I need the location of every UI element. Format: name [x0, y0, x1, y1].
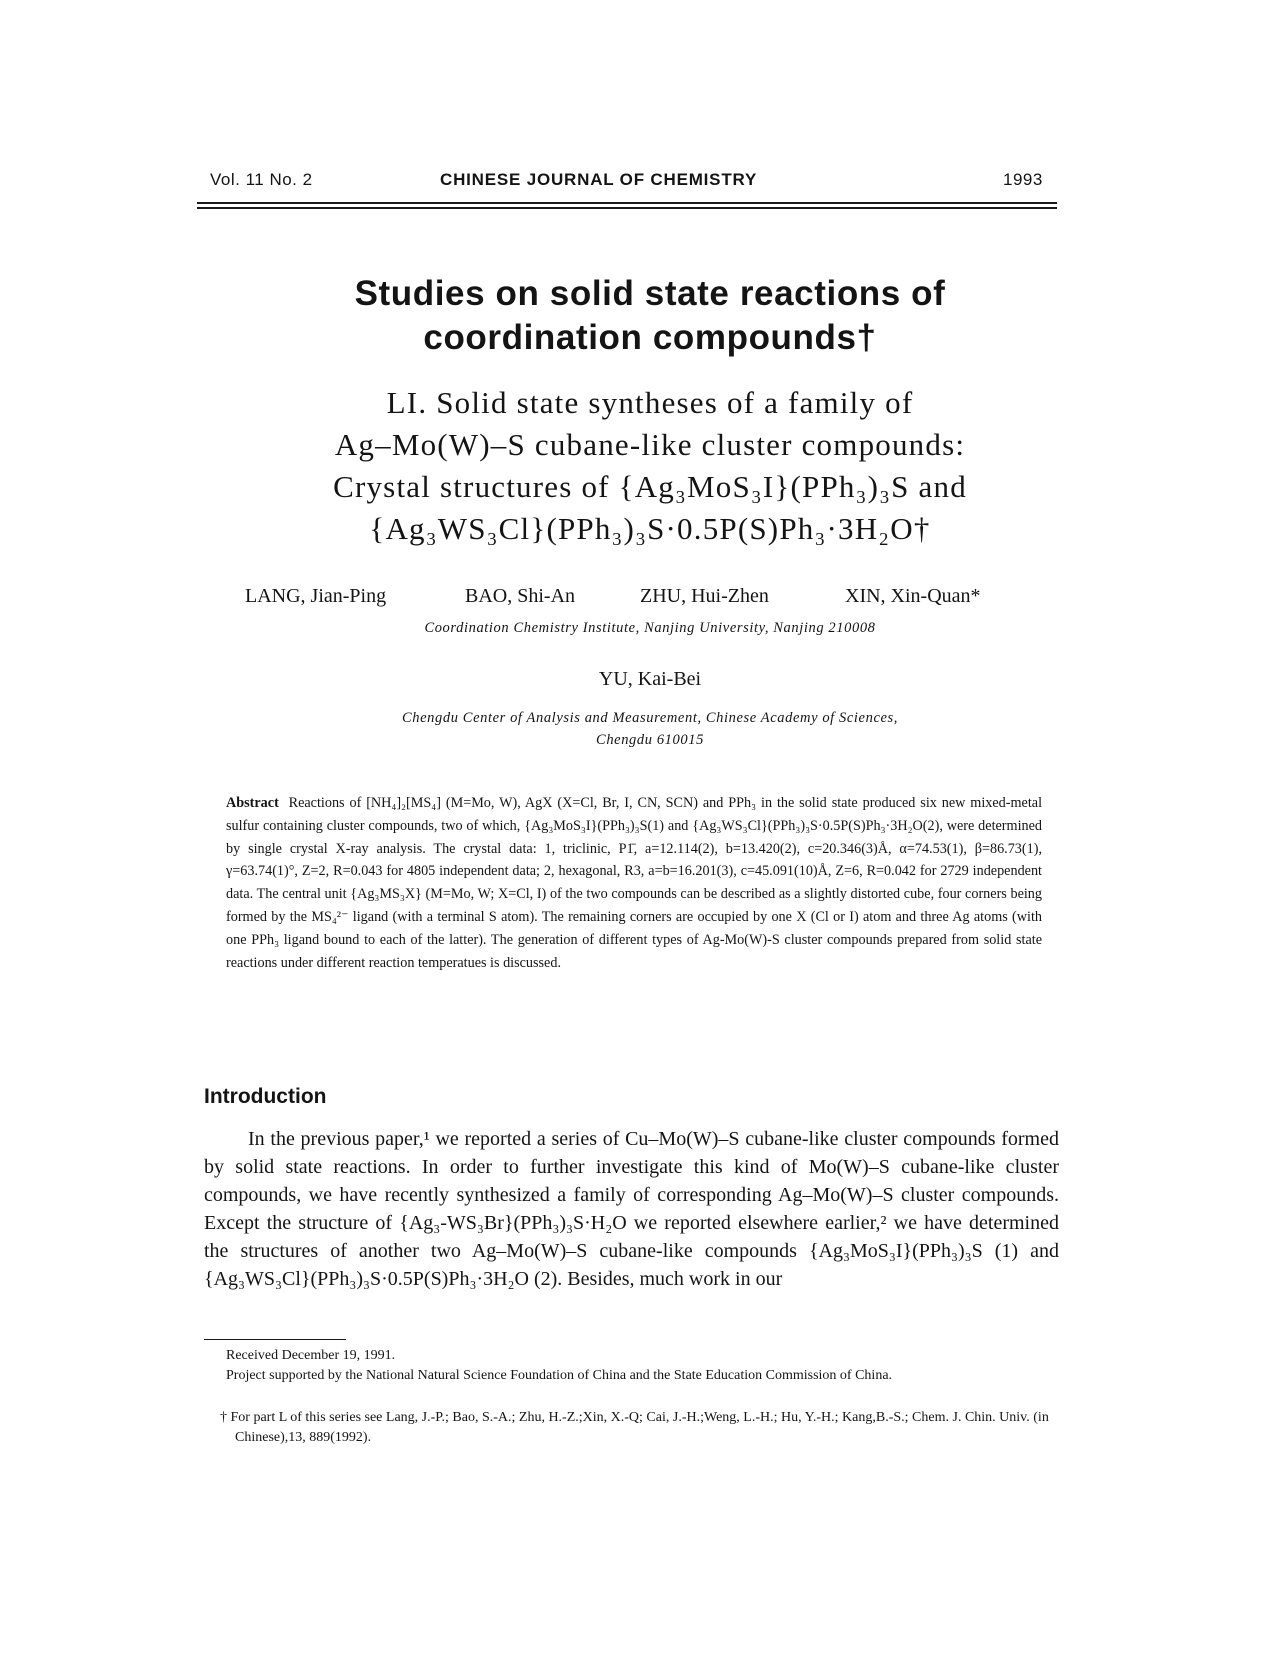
footnote-received: Received December 19, 1991. [226, 1348, 396, 1363]
affiliation-chengdu-line-2: Chengdu 610015 [596, 732, 704, 748]
title-line-1: Studies on solid state reactions of [354, 274, 946, 313]
author-yu: YU, Kai-Bei [598, 668, 702, 690]
author-xin: XIN, Xin-Quan* [845, 585, 981, 607]
affiliation-chengdu-line-1: Chengdu Center of Analysis and Measurement, Chinese Academy of Sciences, [402, 710, 898, 726]
subtitle-line-2: Ag–Mo(W)–S cubane-like cluster compounds: [334, 427, 966, 462]
footnote-rule [204, 1339, 346, 1340]
author-bao: BAO, Shi-An [465, 585, 576, 607]
affiliation-nanjing: Coordination Chemistry Institute, Nanjing University, Nanjing 210008 [424, 620, 876, 636]
abstract [226, 792, 1042, 974]
header-rule-bottom [197, 207, 1057, 209]
author-zhu: ZHU, Hui-Zhen [640, 585, 769, 607]
footnote-support: Project supported by the National Natural Science Foundation of China and the State Education Commission of China. [226, 1368, 893, 1383]
title-line-2: coordination compounds† [423, 318, 877, 357]
header-year: 1993 [1003, 170, 1043, 189]
introduction-heading: Introduction [204, 1085, 327, 1108]
header-rule-top [197, 202, 1057, 204]
footnote-part-l: † For part L of this series see Lang, J.-P.; Bao, S.-A.; Zhu, H.-Z.;Xin, X.-Q; Cai, J.-H.;Weng, L.-H.; Hu, Y.-H.; Kang,B.-S.; Chem. J. Chin. Univ. (in Chinese),13, 889(1992). [220, 1410, 1049, 1445]
introduction-paragraph: In the previous paper,¹ we reported a series of Cu–Mo(W)–S cubane-like cluster compounds formed by solid state reactions. In order to further investigate this kind of Mo(W)–S cubane-like cluster compounds, we have recently synthesized a family of corresponding Ag–Mo(W)–S cluster compounds. Except the structure of {Ag₃-WS₃Br}(PPh₃)₃S·H₂O we reported elsewhere earlier,² we have determined the structures of another two Ag–Mo(W)–S cubane-like compounds {Ag₃MoS₃I}(PPh₃)₃S (1) and {Ag₃WS₃Cl}(PPh₃)₃S·0.5P(S)Ph₃·3H₂O (2). Besides, much work in our [204, 1128, 1059, 1290]
subtitle-line-4: {Ag₃WS₃Cl}(PPh₃)₃S·0.5P(S)Ph₃·3H₂O† [369, 511, 931, 546]
article-title [180, 272, 1120, 360]
header-volume: Vol. 11 No. 2 [210, 170, 313, 189]
header-journal-name: CHINESE JOURNAL OF CHEMISTRY [440, 170, 758, 189]
subtitle-line-1: LI. Solid state syntheses of a family of [386, 385, 914, 420]
author-lang: LANG, Jian-Ping [245, 585, 387, 607]
abstract-text: Reactions of [NH₄]₂[MS₄] (M=Mo, W), AgX (X=Cl, Br, I, CN, SCN) and PPh₃ in the solid state produced six new mixed-metal sulfur containing cluster compounds, two of which, {Ag₃MoS₃I}(PPh₃)₃S(1) and {Ag₃WS₃Cl}(PPh₃)₃S·0.5P(S)Ph₃·3H₂O(2), were determined by single crystal X-ray analysis. The crystal data: 1, triclinic, P1̄, a=12.114(2), b=13.420(2), c=20.346(3)Å, α=74.53(1), β=86.73(1), γ=63.74(1)°, Z=2, R=0.043 for 4805 independent data; 2, hexagonal, R3, a=b=16.201(3), c=45.091(10)Å, Z=6, R=0.042 for 2729 independent data. The central unit {Ag₃MS₃X} (M=Mo, W; X=Cl, I) of the two compounds can be described as a slightly distorted cube, four corners being formed by the MS₄²⁻ ligand (with a terminal S atom). The remaining corners are occupied by one X (Cl or I) atom and three Ag atoms (with one PPh₃ ligand bound to each of the latter). The generation of different types of Ag-Mo(W)-S cluster compounds prepared from solid state reactions under different reaction temperatues is discussed. [226, 795, 1043, 971]
subtitle-line-3: Crystal structures of {Ag₃MoS₃I}(PPh₃)₃S and [333, 469, 967, 504]
abstract-label: Abstract [226, 795, 279, 811]
article-subtitle [180, 382, 1120, 550]
